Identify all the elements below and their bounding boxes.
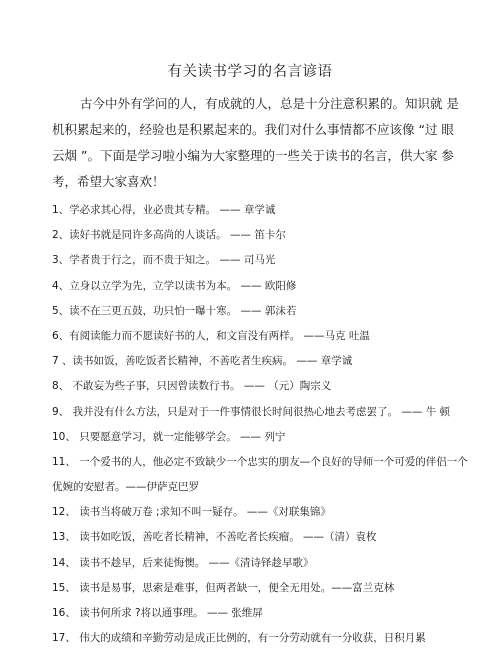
document-title: 有关读书学习的名言谚语 bbox=[167, 64, 333, 80]
intro-line: 机积累起来的，经验也是积累起来的。我们对什么事情都不应该像 “过 眼 bbox=[52, 122, 454, 137]
quote-item: 4、立身以立学为先，立学以读书为本。 —— 欧阳修 bbox=[52, 279, 297, 292]
quote-list bbox=[52, 198, 472, 651]
quote-item: 11、 一个爱书的人，他必定不致缺少一个忠实的朋友—个良好的导师一个可爱的伴侣一个优婉的安慰者。——伊萨克巴罗 bbox=[52, 455, 468, 494]
quote-item: 9、 我并没有什么方法，只是对于一件事情很长时间很热心地去考虑罢了。 —— 牛 顿 bbox=[52, 405, 451, 418]
quote-item: 3、学者贵于行之，而不贵于知之。 —— 司马光 bbox=[52, 254, 276, 267]
intro-line: 云烟 ”。下面是学习啦小编为大家整理的一些关于读书的名言，供大家 参 bbox=[52, 148, 454, 163]
intro-paragraph bbox=[52, 91, 462, 195]
quote-item: 13、 读书如吃饭，善吃者长精神，不善吃者长疾瘤。 ——（清）袁枚 bbox=[52, 531, 377, 544]
intro-line: 古今中外有学问的人，有成就的人，总是十分注意积累的。知识就 是 bbox=[80, 96, 459, 111]
quote-item: 1、学必求其心得，业必贵其专精。 —— 章学诚 bbox=[52, 204, 276, 216]
quote-item: 14、 读书不趁早，后来徒悔懊。 ——《清诗铎趁早歌》 bbox=[52, 556, 314, 569]
quote-item: 7 、读书如饭，善吃饭者长精神，不善吃者生疾病。 —— 章学诚 bbox=[52, 355, 353, 368]
quote-item: 17、 伟大的成绩和辛勤劳动是成正比例的，有一分劳动就有一分收获，日积月累 bbox=[52, 632, 426, 645]
quote-item: 10、 只要愿意学习，就一定能够学会。 —— 列宁 bbox=[52, 430, 286, 443]
quote-item: 16、 读书何所求 ?将以通事理。 —— 张维屏 bbox=[52, 607, 263, 620]
quote-item: 15、 读书是易事，思索是难事，但两者缺一，便全无用处。——富兰克林 bbox=[52, 581, 395, 594]
quote-item: 2、读好书就是同许多高尚的人谈话。 —— 笛卡尔 bbox=[52, 229, 286, 242]
intro-line: 考，希望大家喜欢！ bbox=[52, 174, 165, 189]
quote-item: 6、有阅读能力而不愿读好书的人，和文盲没有两样。 ——马克 吐温 bbox=[52, 329, 370, 342]
quote-item: 5、读不在三更五鼓，功只怕一曝十寒。 —— 郭沫若 bbox=[52, 304, 297, 317]
quote-item: 12、 读书当将破万卷 ;求知不叫一疑存。 ——《对联集锦》 bbox=[52, 506, 331, 519]
quote-item: 8、 不敢妄为些子事，只因曾读数行书。 —— （元）陶宗义 bbox=[52, 380, 332, 393]
